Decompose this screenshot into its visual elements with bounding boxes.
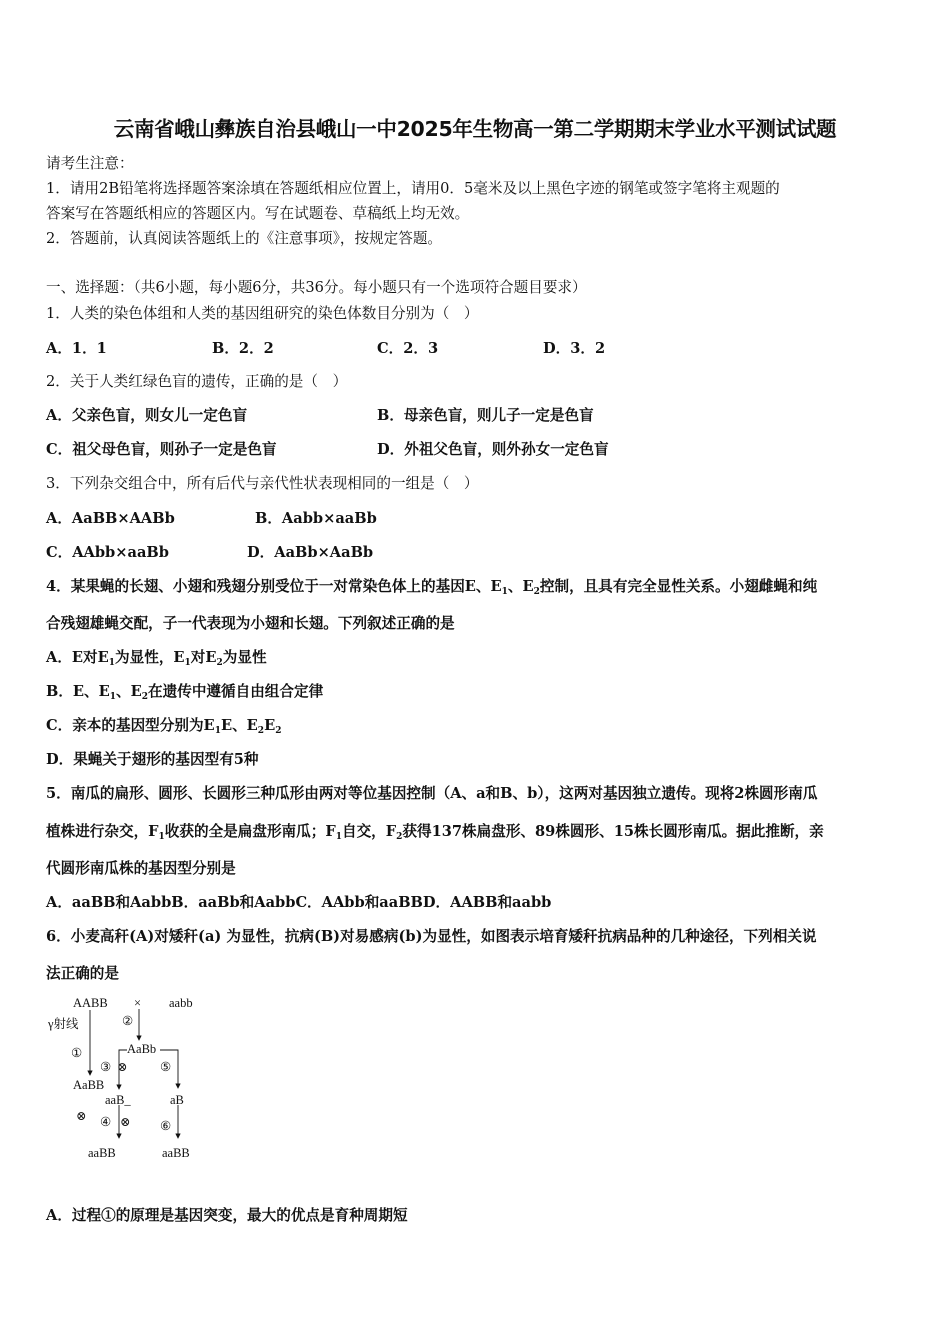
result-2: aaBB (162, 1146, 190, 1160)
q5-options: A．aaBB和AabbB．aaBb和AabbC．AAbb和aaBBD．AABB和aabb (46, 894, 552, 911)
q5-stem-a: 5．南瓜的扁形、圆形、长圆形三种瓜形由两对等位基因控制（A、a和B、b），这两对基因独立遗传。现将2株圆形南瓜 (46, 785, 818, 802)
notice-item-2: 2．答题前，认真阅读答题纸上的《注意事项》，按规定答题。 (46, 230, 443, 247)
q4-option-c: C．亲本的基因型分别为$E_1E$、$E_2E_2$ (46, 717, 282, 736)
self-cross-3: ⊗ (120, 1115, 131, 1129)
q5-stem-c: 代圆形南瓜株的基因型分别是 (46, 860, 236, 877)
q3-option-b: B．Aabb×aaBb (255, 510, 377, 527)
mutant-label: AaBB (73, 1078, 105, 1092)
q2-stem: 2．关于人类红绿色盲的遗传，正确的是（ ） (46, 373, 348, 390)
step-4: ④ (100, 1115, 112, 1129)
q2-option-a: A．父亲色盲，则女儿一定色盲 (46, 407, 248, 424)
step-5: ⑤ (160, 1060, 172, 1074)
notice-heading: 请考生注意： (46, 155, 134, 172)
gamma-label: γ射线 (48, 1017, 79, 1031)
aab-label: aaB_ (105, 1093, 131, 1107)
q3-option-c: C．AAbb×aaBb (46, 544, 169, 561)
q3-stem: 3．下列杂交组合中，所有后代与亲代性状表现相同的一组是（ ） (46, 475, 479, 492)
q4-option-d: D．果蝇关于翅形的基因型有5种 (46, 751, 259, 768)
notice-item-1b: 答案写在答题纸相应的答题区内。写在试题卷、草稿纸上均无效。 (46, 205, 470, 222)
q2-option-b: B．母亲色盲，则儿子一定是色盲 (377, 407, 594, 424)
q1-option-c: C．2．3 (377, 340, 439, 357)
q4-option-a: A．E对$E_1$为显性，$E_1$对$E_2$为显性 (46, 649, 267, 668)
step-3: ③ (100, 1060, 112, 1074)
q3-option-d: D．AaBb×AaBb (247, 544, 374, 561)
parent1-label: AABB (73, 996, 108, 1010)
q1-option-b: B．2．2 (212, 340, 274, 357)
parent2-label: aabb (169, 996, 193, 1010)
self-cross-1: ⊗ (117, 1060, 128, 1074)
q4-option-b: B．E、$E_1$、$E_2$在遗传中遵循自由组合定律 (46, 683, 324, 702)
cross-symbol: × (134, 996, 142, 1010)
q3-option-a: A．AaBB×AABb (46, 510, 175, 527)
q6-stem-a: 6．小麦高秆(A)对矮秆(a) 为显性，抗病(B)对易感病(b)为显性，如图表示培育矮秆抗病品种的几种途径，下列相关说 (46, 928, 817, 945)
q1-option-a: A．1．1 (46, 340, 107, 357)
q2-option-c: C．祖父母色盲，则孙子一定是色盲 (46, 441, 277, 458)
q4-stem-a: 4．某果蝇的长翅、小翅和残翅分别受位于一对常染色体上的基因E、$E_1$、$E_2$控制，且具有完全显性关系。小翅雌蝇和纯 (46, 578, 818, 597)
q1-option-d: D．3．2 (543, 340, 606, 357)
step-6: ⑥ (160, 1119, 172, 1133)
q6-option-a: A．过程①的原理是基因突变，最大的优点是育种周期短 (46, 1207, 408, 1224)
page-title: 云南省峨山彝族自治县峨山一中2025年生物高一第二学期期末学业水平测试试题 (113, 117, 837, 141)
f1-label: AaBb (127, 1042, 157, 1056)
q2-option-d: D．外祖父色盲，则外孙女一定色盲 (377, 441, 609, 458)
q6-stem-b: 法正确的是 (46, 965, 119, 982)
result-1: aaBB (88, 1146, 116, 1160)
step-2: ② (122, 1014, 134, 1028)
notice-item-1a: 1．请用2B铅笔将选择题答案涂填在答题纸相应位置上，请用0．5毫米及以上黑色字迹的钢笔或签字笔将主观题的 (46, 180, 780, 197)
q4-stem-b: 合残翅雄蝇交配，子一代表现为小翅和长翅。下列叙述正确的是 (46, 615, 455, 632)
q5-stem-b: 植株进行杂交，$F_1$收获的全是扁盘形南瓜；$F_1$自交，$F_2$获得137株扁盘形、89株圆形、15株长圆形南瓜。据此推断，亲 (46, 823, 824, 842)
section-heading: 一、选择题：（共6小题，每小题6分，共36分。每小题只有一个选项符合题目要求） (46, 279, 587, 296)
q1-stem: 1．人类的染色体组和人类的基因组研究的染色体数目分别为（ ） (46, 305, 479, 322)
ab-label: aB (170, 1093, 184, 1107)
breeding-pathway-diagram (40, 990, 220, 1170)
self-cross-2: ⊗ (76, 1109, 87, 1123)
step-1: ① (71, 1046, 83, 1060)
